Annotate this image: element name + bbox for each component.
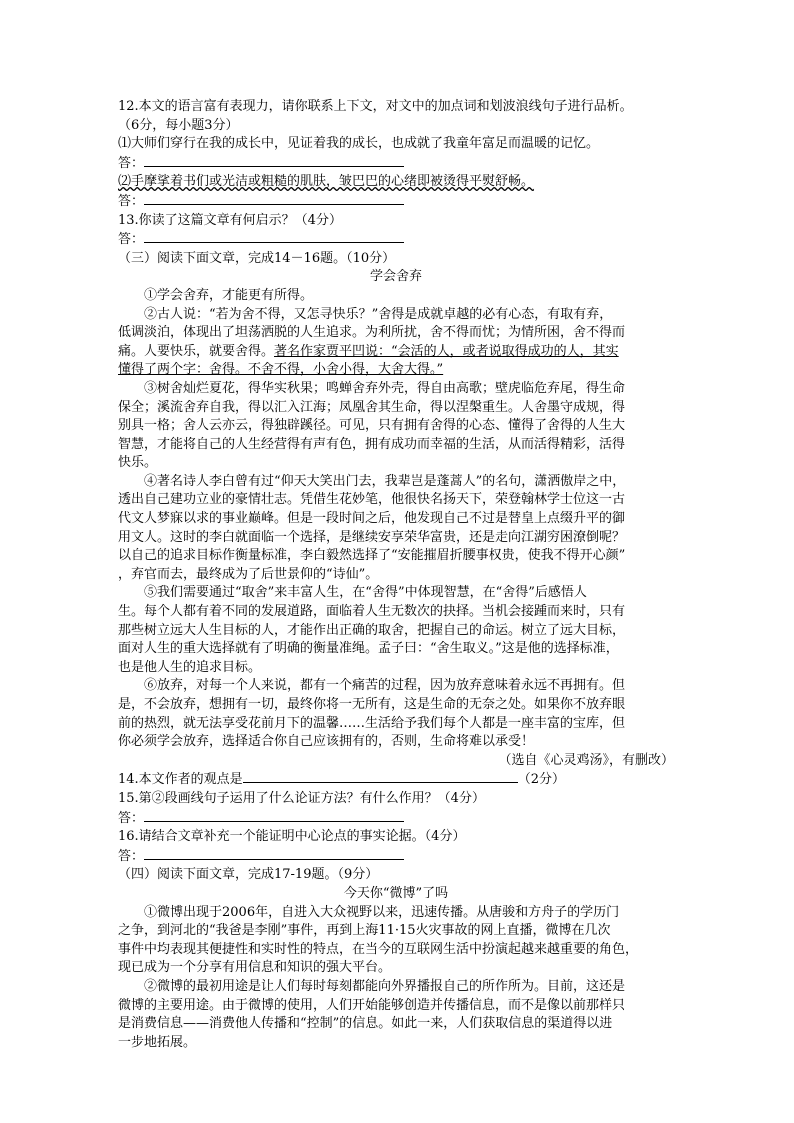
underlined-sentence: 懂得了两个字：舍得。不舍不得，小舍小得，大舍大得。” [118,362,444,378]
article-title: 学会舍弃 [369,269,422,285]
paragraph-2: 低调淡泊，体现出了坦荡洒脱的人生追求。为利所扰，舍不得而忧；为情所困，舍不得而 [118,325,626,341]
section3-heading: （三）阅读下面文章，完成14－16题。（10分） [118,250,396,266]
q12-answer-1 [118,154,674,174]
q16-answer [118,847,674,867]
paragraph-5: 也是他人生的追求目标。 [118,659,262,675]
q12-title: 12.本文的语言富有表现力，请你联系上下文，对文中的加点词和划波浪线句子进行品析。 [118,99,633,114]
paragraph-2: ②古人说：“若为舍不得，又怎寻快乐？”舍得是成就卓越的必有心态，有取有弃， [144,306,613,322]
paragraph-5: 面对人生的重大选择就有了明确的衡量准绳。孟子曰：“舍生取义。”这是他的选择标准， [118,641,619,657]
exam-page [118,98,674,1052]
answer-label: 答： [118,232,145,248]
paragraph-1: 事件中均表现其便捷性和实时性的特点，在当今的互联网生活中扮演起越来越重要的角色， [118,941,639,957]
answer-blank[interactable] [144,154,404,167]
q12-item-1: ⑴大师们穿行在我的成长中，见证着我的成长，也成就了我童年富足而温暖的记忆。 [118,136,600,152]
paragraph-1: 现已成为一个分享有用信息和知识的强大平台。 [118,960,392,976]
paragraph-5: ⑤我们需要通过“取舍”来丰富人生，在“舍得”中体现智慧，在“舍得”后感悟人 [144,585,587,601]
q12-answer-2 [118,192,674,212]
answer-label: 答： [118,810,145,826]
paragraph-2: 微博的主要用途。由于微博的使用，人们开始能够创造并传播信息，而不是像以前那样只 [118,997,626,1013]
paragraph-3: ③树舍灿烂夏花，得华实秋果；鸣蝉舍弃外壳，得自由高歌；壁虎临危弃尾，得生命 [144,380,626,396]
paragraph-3: 智慧，才能将自己的人生经营得有声有色，拥有成功而幸福的生活，从而活得精彩，活得 [118,436,626,452]
q12-score: （6分，每小题3分） [118,117,239,133]
section4-heading: （四）阅读下面文章，完成17-19题。（9分） [118,867,379,883]
paragraph-2 [118,343,674,362]
paragraph-4: ，弃官而去，最终成为了后世景仰的“诗仙”。 [118,566,379,582]
paragraph-2 [118,361,674,380]
q14-suffix: （2分） [517,772,565,788]
q14 [118,770,674,790]
paragraph-5: 生。每个人都有着不同的发展道路，面临着人生无数次的抉择。当机会接踵而来时，只有 [118,604,626,620]
paragraph-3: 别具一格；舍人云亦云，得独辟蹊径。可见，只有拥有舍得的心态、懂得了舍得的人生大 [118,418,626,434]
paragraph-5: 那些树立远大人生目标的人，才能作出正确的取舍，把握自己的命运。树立了远大目标， [118,622,626,638]
paragraph-3: 快乐。 [118,455,158,471]
paragraph-6: 你必须学会放弃，选择适合你自己应该拥有的，否则，生命将难以承受！ [118,734,535,750]
paragraph-1: ①微博出现于2006年，自进入大众视野以来，迅速传播。从唐骏和方舟子的学历门 [144,904,620,920]
q13-answer [118,230,674,250]
paragraph-6: 是，不会放弃，想拥有一切，最终你将一无所有，这是生命的无奈之处。如果你不放弃眼 [118,697,626,712]
q12-item-2 [118,173,674,192]
paragraph-4: 用文人。这时的李白就面临一个选择，是继续安享荣华富贵，还是走向江湖穷困潦倒呢？ [118,529,626,545]
answer-label: 答： [118,848,145,864]
answer-blank[interactable] [243,770,518,783]
answer-label: 答： [118,155,145,171]
source-note: （选自《心灵鸡汤》，有删改） [498,752,674,768]
paragraph-2: ②微博的最初用途是让人们每时每刻都能向外界播报自己的所作所为。目前，这还是 [144,978,626,994]
paragraph-4: 代文人梦寐以求的事业巅峰。但是一段时间之后，他发现自己不过是替皇上点缀升平的御 [118,511,626,527]
answer-blank[interactable] [144,230,404,243]
underlined-sentence: 著名作家贾平凹说：“会活的人，或者说取得成功的人，其实 [274,343,619,359]
article-title: 今天你“微博”了吗 [343,885,449,901]
answer-label: 答： [118,193,145,209]
q15-title: 15.第②段画线句子运用了什么论证方法？有什么作用？（4分） [118,790,485,806]
paragraph-6: 前的热烈，就无法享受花前月下的温馨……生活给予我们每个人都是一座丰富的宝库，但 [118,715,626,731]
answer-blank[interactable] [144,847,404,860]
paragraph-4: 透出自己建功立业的豪情壮志。凭借生花妙笔，他很快名扬天下，荣登翰林学士位这一古 [118,492,626,508]
paragraph-6: ⑥放弃，对每一个人来说，都有一个痛苦的过程，因为放弃意味着永远不再拥有。但 [144,678,626,694]
paragraph-2: 是消费信息——消费他人传播和“控制”的信息。如此一来，人们获取信息的渠道得以进 [118,1016,613,1032]
q13-title: 13.你读了这篇文章有何启示？（4分） [118,212,342,228]
answer-blank[interactable] [144,809,404,822]
q14-prefix: 14.本文作者的观点是 [118,772,243,788]
paragraph-4: 以自己的追求目标作衡量标准，李白毅然选择了“安能摧眉折腰事权贵，使我不得开心颜” [118,548,626,564]
q16-title: 16.请结合文章补充一个能证明中心论点的事实论据。（4分） [118,829,466,845]
q12-item-2-text: ⑵手摩挲着书们或光洁或粗糙的肌肤，皱巴巴的心绪即被烫得平熨舒畅。 [118,174,535,190]
paragraph-4: ④著名诗人李白曾有过“仰天大笑出门去，我辈岂是蓬蒿人”的名句，潇洒傲岸之中， [144,473,626,489]
paragraph-1: 之争，到河北的“我爸是李刚”事件，再到上海11·15火灾事故的网上直播，微博在几次 [118,923,611,939]
paragraph-2: 一步地拓展。 [118,1034,197,1050]
paragraph-3: 保全；溪流舍弃自我，得以汇入江海；凤凰舍其生命，得以涅槃重生。人舍墨守成规，得 [118,399,626,415]
text-run: 痛。人要快乐，就要舍得。 [118,343,275,359]
q15-answer [118,809,674,829]
paragraph-1: ①学会舍弃，才能更有所得。 [144,287,314,303]
answer-blank[interactable] [144,192,404,205]
